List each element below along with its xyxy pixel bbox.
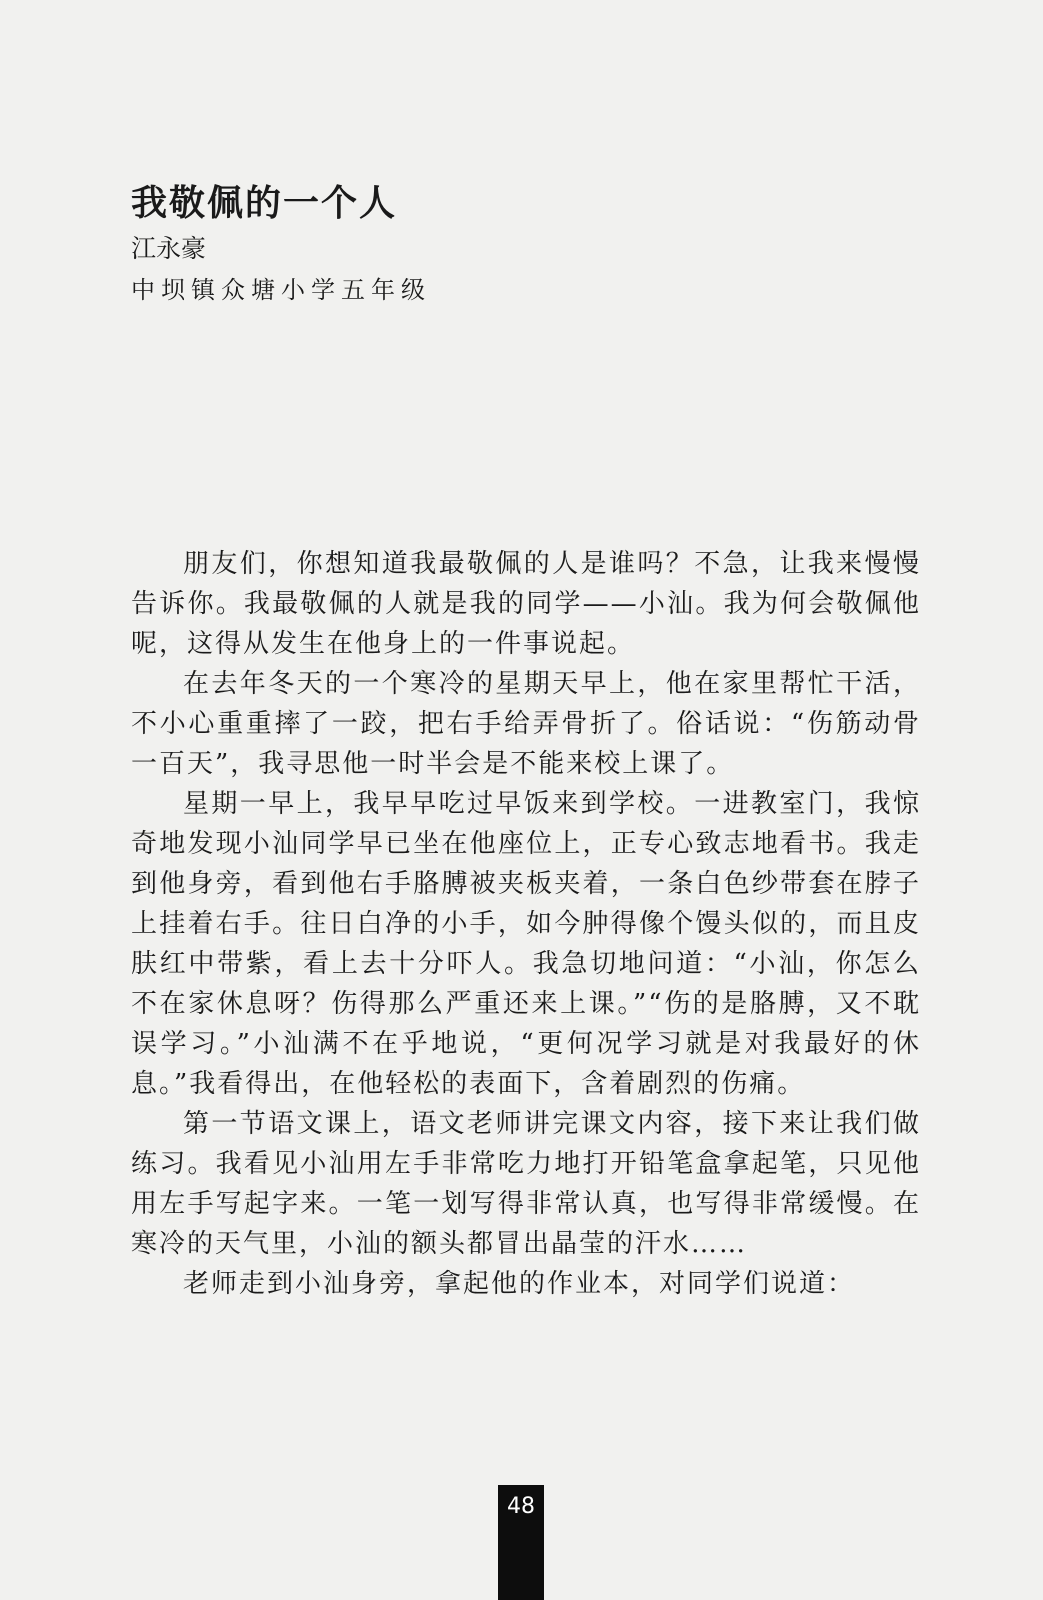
- paragraph: 老师走到小汕身旁，拿起他的作业本，对同学们说道：: [183, 1269, 856, 1299]
- author-school: 中坝镇众塘小学五年级: [131, 276, 431, 304]
- paragraph: 朋友们，你想知道我最敬佩的人是谁吗？不急，让我来慢慢告诉你。我最敬佩的人就是我的同学——小汕。我为何会敬佩他呢，这得从发生在他身上的一件事说起。: [131, 549, 921, 659]
- paragraph: 第一节语文课上，语文老师讲完课文内容，接下来让我们做练习。我看见小汕用左手非常吃力地打开铅笔盒拿起笔，只见他用左手写起字来。一笔一划写得非常认真，也写得非常缓慢。在寒冷的天气里，小汕的额头都冒出晶莹的汗水……: [131, 1109, 921, 1259]
- article-body: [131, 544, 921, 1304]
- page-number: 48: [498, 1485, 544, 1600]
- paragraph: 在去年冬天的一个寒冷的星期天早上，他在家里帮忙干活，不小心重重摔了一跤，把右手给弄骨折了。俗话说：“伤筋动骨一百天”，我寻思他一时半会是不能来校上课了。: [131, 669, 921, 779]
- article-title: 我敬佩的一个人: [131, 183, 398, 224]
- article-author: 江永豪: [131, 234, 207, 263]
- paragraph: 星期一早上，我早早吃过早饭来到学校。一进教室门，我惊奇地发现小汕同学早已坐在他座位上，正专心致志地看书。我走到他身旁，看到他右手胳膊被夹板夹着，一条白色纱带套在脖子上挂着右手。往日白净的小手，如今肿得像个馒头似的，而且皮肤红中带紫，看上去十分吓人。我急切地问道：“小汕，你怎么不在家休息呀？伤得那么严重还来上课。”“伤的是胳膊，又不耽误学习。”小汕满不在乎地说，“更何况学习就是对我最好的休息。”我看得出，在他轻松的表面下，含着剧烈的伤痛。: [131, 789, 921, 1099]
